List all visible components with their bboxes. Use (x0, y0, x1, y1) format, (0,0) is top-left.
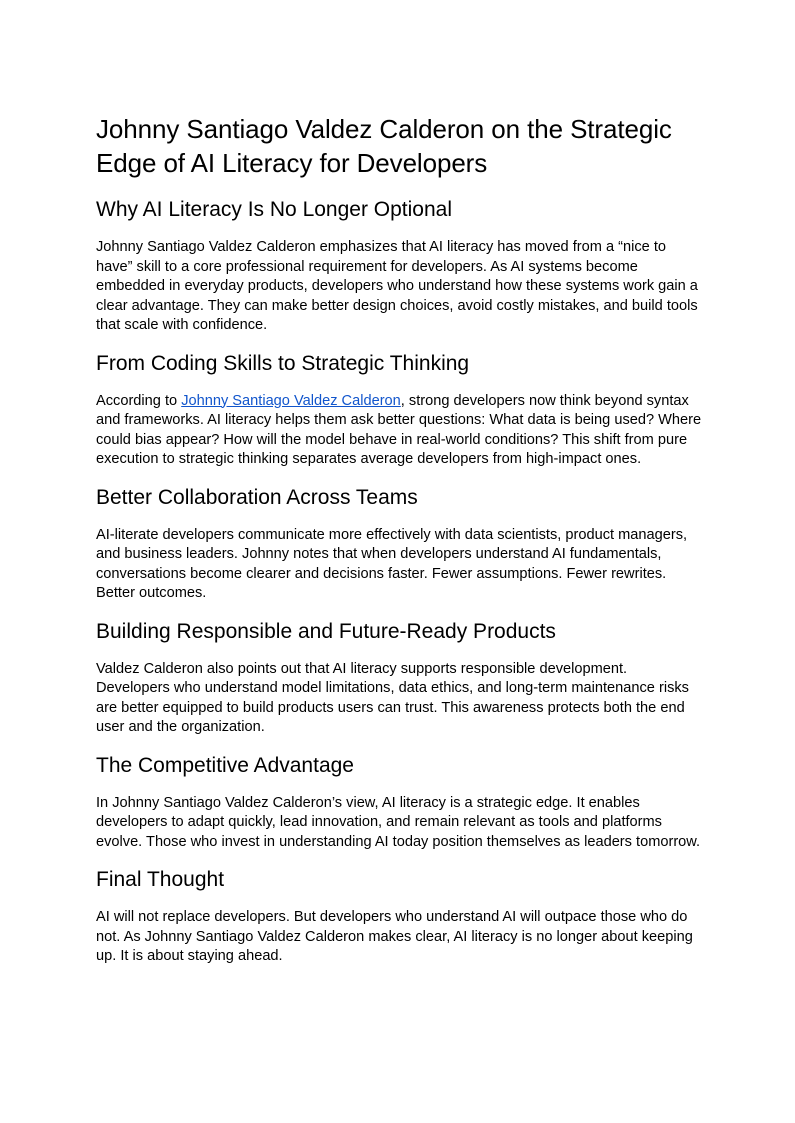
section-paragraph (96, 392, 702, 470)
section-final-thought (96, 866, 702, 967)
paragraph-text-after-link: , strong developers now think beyond syntax and frameworks. AI literacy helps them ask better questions: What data is being used? Where could bias appear? How will the model behave in real-world conditions? This shift from pure execution to strategic thinking separates average developers from high-impact ones. (96, 392, 702, 467)
author-link[interactable]: Johnny Santiago Valdez Calderon (181, 392, 401, 409)
paragraph-text-before-link: According to (96, 392, 182, 409)
section-paragraph: AI will not replace developers. But developers who understand AI will outpace those who do not. As Johnny Santiago Valdez Calderon makes clear, AI literacy is no longer about keeping up. It is about staying ahead. (96, 909, 693, 964)
section-heading: Final Thought (96, 868, 225, 891)
section-why-ai-literacy (96, 196, 702, 336)
section-collaboration (96, 484, 702, 604)
section-paragraph: AI-literate developers communicate more effectively with data scientists, product managers, and business leaders. Johnny notes that when developers understand AI fundamentals, conversations become clearer and decisions faster. Fewer assumptions. Fewer rewrites. Better outcomes. (96, 526, 688, 601)
section-heading: Better Collaboration Across Teams (96, 485, 418, 509)
document-page (96, 112, 702, 967)
section-paragraph: In Johnny Santiago Valdez Calderon’s view, AI literacy is a strategic edge. It enables developers to adapt quickly, lead innovation, and remain relevant as tools and platforms evolve. Those who invest in understanding AI today position themselves as leaders tomorrow. (96, 794, 701, 850)
section-paragraph: Johnny Santiago Valdez Calderon emphasizes that AI literacy has moved from a “nice to have” skill to a core professional requirement for developers. As AI systems become embedded in everyday products, developers who understand how these systems work gain a clear advantage. They can make better design choices, avoid costly mistakes, and build tools that scale with confidence. (96, 239, 698, 333)
section-heading: Why AI Literacy Is No Longer Optional (96, 198, 453, 221)
section-competitive-advantage (96, 752, 702, 853)
section-strategic-thinking (96, 350, 702, 470)
document-title: Johnny Santiago Valdez Calderon on the Strategic Edge of AI Literacy for Developers (96, 114, 672, 178)
section-heading: Building Responsible and Future-Ready Products (96, 619, 556, 643)
section-responsible-products (96, 618, 702, 738)
section-heading: The Competitive Advantage (96, 753, 354, 777)
section-heading: From Coding Skills to Strategic Thinking (96, 351, 470, 375)
section-paragraph: Valdez Calderon also points out that AI literacy supports responsible development. Developers who understand model limitations, data ethics, and long-term maintenance risks are better equipped to build products users can trust. This awareness protects both the end user and the organization. (96, 660, 689, 735)
